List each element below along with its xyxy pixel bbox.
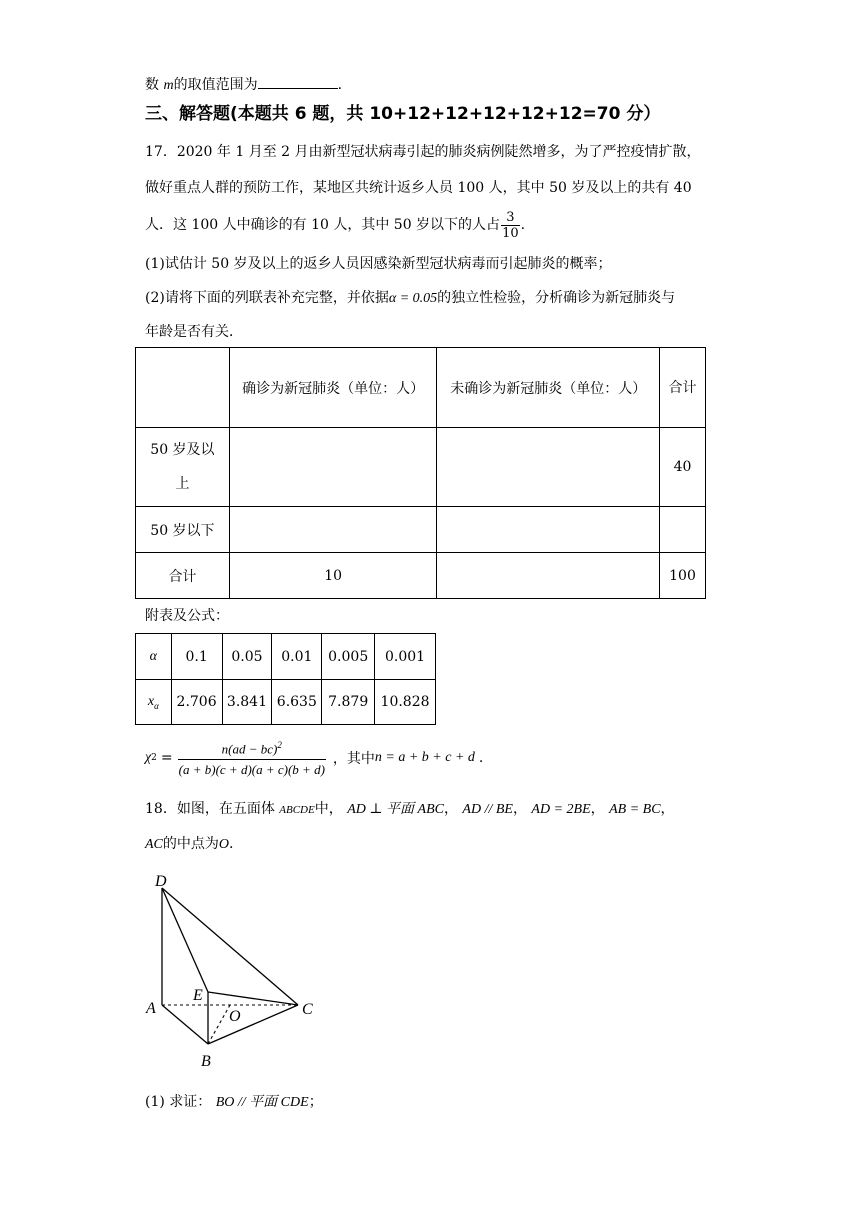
q18-sub1: (1) 求证： BO // 平面 CDE； <box>145 1094 323 1110</box>
table-row <box>136 428 706 507</box>
table-cell <box>660 507 706 553</box>
fraction: $\frac{3}{10}$ <box>502 209 519 241</box>
q17-sub2-line2: 年龄是否有关． <box>145 324 243 340</box>
chi-square-formula: χ 2 = $\frac{n(ad - bc)^2}{(a + b)(c + d)(a + c)(b + d)}$ ，其中 n = a + b + c + d . <box>145 735 483 780</box>
answer-blank <box>258 74 338 89</box>
label-e: E <box>193 987 203 1004</box>
header-cell: 合计 <box>660 348 706 428</box>
table-row <box>136 553 706 599</box>
edge-de <box>162 888 208 992</box>
critical-value-table <box>135 633 436 725</box>
alpha-label: α <box>136 634 172 680</box>
q17-line-3: 人．这 100 人中确诊的有 10 人，其中 50 岁以下的人占 $\frac{3}{10}$ . <box>145 209 526 241</box>
table-cell: 0.005 <box>322 634 375 680</box>
formula-fraction: $\frac{n(ad - bc)^2}{(a + b)(c + d)(a + c)(b + d)}$ <box>178 735 326 780</box>
table-cell: 0.01 <box>272 634 322 680</box>
label-o: O <box>229 1008 241 1025</box>
table-cell <box>229 428 437 507</box>
table-cell: 10 <box>229 553 437 599</box>
x-alpha-label: $x_\alpha$ <box>136 680 172 725</box>
row-label: 合计 <box>136 553 230 599</box>
table-cell: 6.635 <box>272 680 322 725</box>
header-cell: 确诊为新冠肺炎（单位：人） <box>229 348 437 428</box>
section-heading: 三、解答题(本题共 6 题，共 10+12+12+12+12+12=70 分） <box>145 104 661 124</box>
table-cell: 2.706 <box>171 680 222 725</box>
q17-sub2: (2)请将下面的列联表补充完整，并依据α = 0.05的独立性检验，分析确诊为新冠肺炎与 <box>145 290 676 306</box>
row-label: 50 岁以下 <box>136 507 230 553</box>
hidden-segment-bo <box>208 1005 230 1044</box>
label-c: C <box>302 1001 313 1018</box>
header-cell <box>136 348 230 428</box>
table-row <box>136 507 706 553</box>
alpha-row <box>136 634 436 680</box>
x-row <box>136 680 436 725</box>
table-cell: 0.1 <box>171 634 222 680</box>
q17-sub1: (1)试估计 50 岁及以上的返乡人员因感染新型冠状病毒而引起肺炎的概率； <box>145 256 612 272</box>
header-cell: 未确诊为新冠肺炎（单位：人） <box>437 348 660 428</box>
table-cell <box>437 553 660 599</box>
table-cell <box>437 428 660 507</box>
q18-line-2: AC的中点为O. <box>145 836 234 852</box>
table-cell: 100 <box>660 553 706 599</box>
table-cell: 0.05 <box>222 634 272 680</box>
contingency-table <box>135 347 706 599</box>
table-cell: 7.879 <box>322 680 375 725</box>
q17-line-1: 17．2020 年 1 月至 2 月由新型冠状病毒引起的肺炎病例陡然增多，为了严控疫情扩散， <box>145 144 701 160</box>
row-label: 50 岁及以上 <box>136 428 230 507</box>
pentahedron-figure <box>140 868 330 1078</box>
table-cell: 40 <box>660 428 706 507</box>
fill-in-line: 数 m的取值范围为 . <box>145 74 342 96</box>
edge-ab <box>162 1005 208 1044</box>
appendix-label: 附表及公式： <box>145 608 229 624</box>
label-d: D <box>155 873 167 890</box>
edge-dc <box>162 888 298 1005</box>
table-cell: 0.001 <box>375 634 436 680</box>
q18-line-1: 18．如图，在五面体 ABCDE中， AD ⊥ 平面 ABC， AD // BE， AD = 2BE， AB = BC， <box>145 801 675 817</box>
table-header-row <box>136 348 706 428</box>
table-cell: 10.828 <box>375 680 436 725</box>
q17-line-2: 做好重点人群的预防工作，某地区共统计返乡人员 100 人，其中 50 岁及以上的共有 40 <box>145 180 692 196</box>
edge-bc <box>208 1005 298 1044</box>
table-cell: 3.841 <box>222 680 272 725</box>
table-cell <box>229 507 437 553</box>
label-b: B <box>201 1053 211 1070</box>
label-a: A <box>146 1000 156 1017</box>
table-cell <box>437 507 660 553</box>
